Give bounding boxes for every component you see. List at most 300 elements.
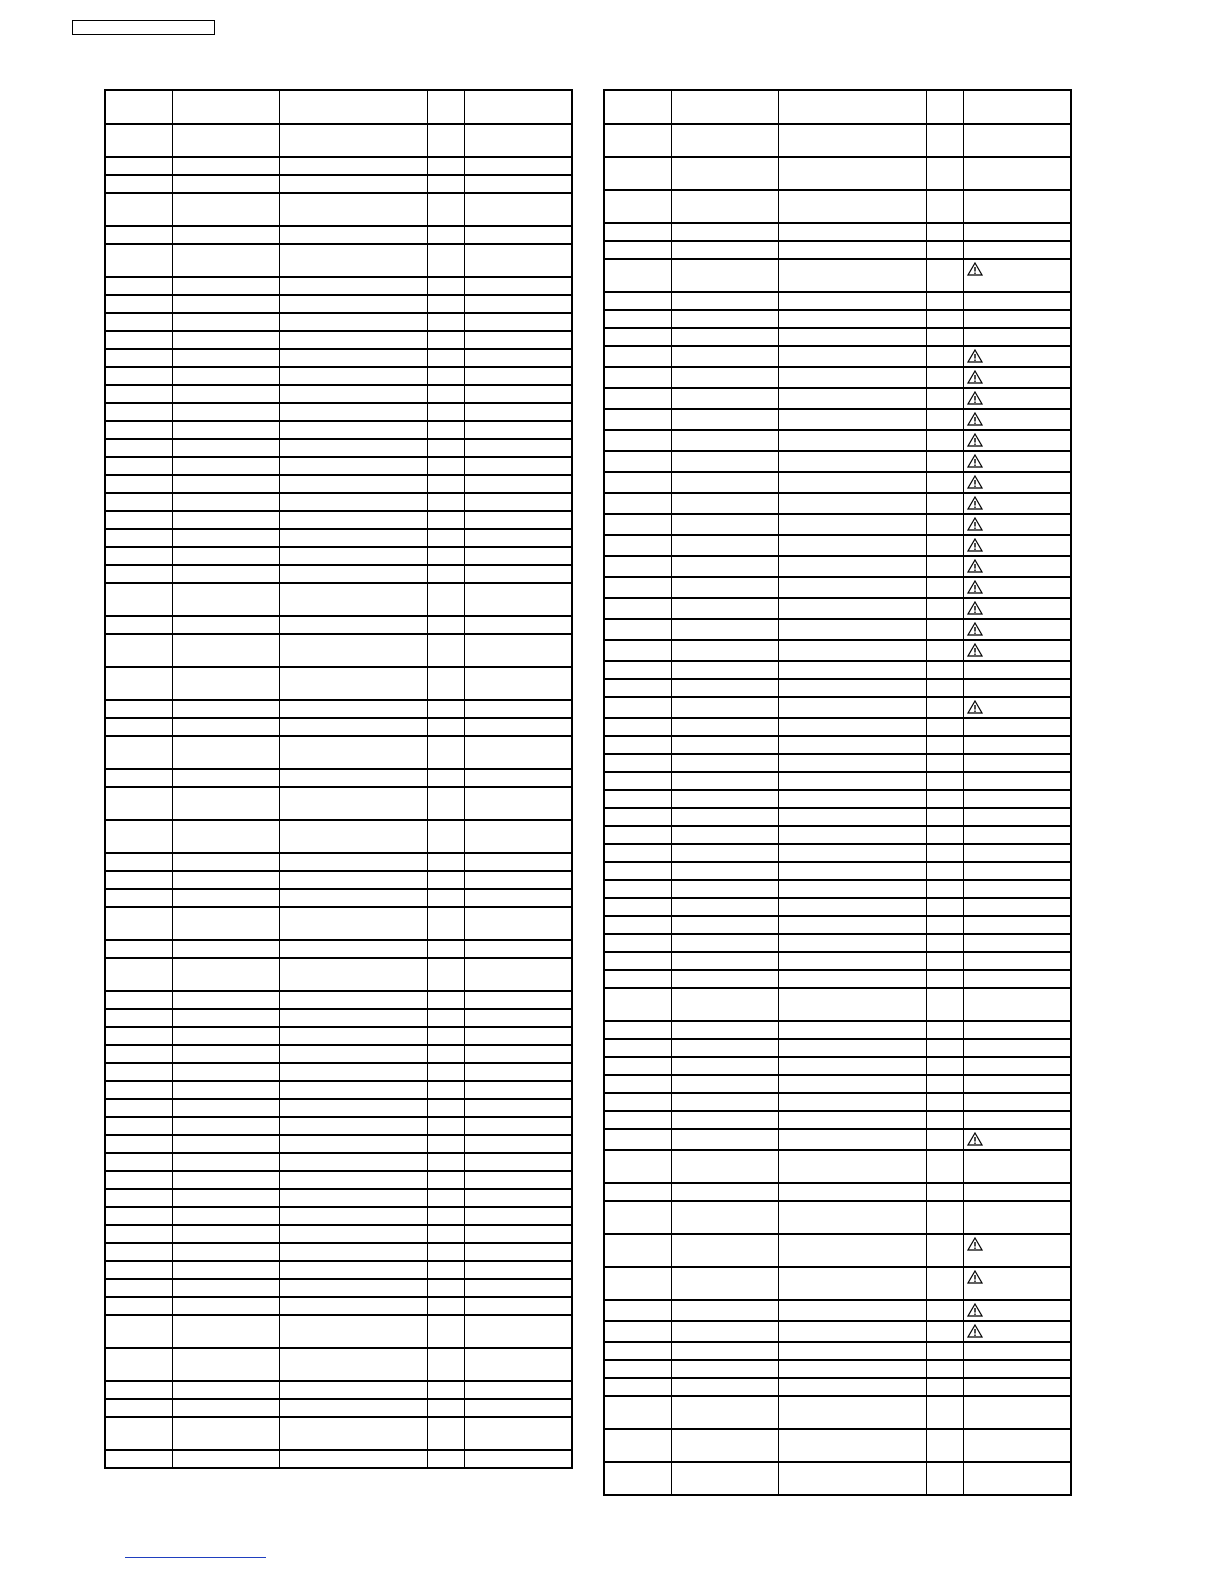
cell-ref [604,970,671,988]
cell-description [778,346,926,367]
cell-description [778,952,926,970]
cell-part-no [671,826,778,844]
table-row [105,1417,572,1450]
cell-description [279,349,427,367]
cell-ref [604,1075,671,1093]
cell-qty [926,241,963,259]
cell-description [778,916,926,934]
cell-description [279,889,427,907]
warning-triangle-icon [967,262,983,276]
cell-part-no [671,157,778,190]
warning-triangle-icon [967,1237,983,1251]
cell-remarks [963,1021,1071,1039]
cell-qty [926,367,963,388]
cell-qty [926,124,963,157]
cell-description [279,493,427,511]
cell-description [778,1342,926,1360]
cell-remarks [963,640,1071,661]
cell-qty [926,577,963,598]
cell-qty [926,430,963,451]
cell-part-no [671,880,778,898]
table-row [105,991,572,1009]
cell-qty [427,1045,464,1063]
cell-description [279,313,427,331]
table-row [604,661,1071,679]
table-row [604,640,1071,661]
cell-part-no [671,1039,778,1057]
cell-part-no [172,349,279,367]
table-row [604,556,1071,577]
cell-description [778,1150,926,1183]
cell-qty [926,514,963,535]
cell-qty [427,1315,464,1348]
cell-qty [926,388,963,409]
cell-part-no [172,1381,279,1399]
cell-qty [427,529,464,547]
cell-description [778,1321,926,1342]
table-header-row [604,90,1071,124]
cell-ref [604,328,671,346]
table-row [105,193,572,226]
cell-part-no [671,328,778,346]
table-row [604,988,1071,1021]
cell-part-no [172,1279,279,1297]
cell-part-no [172,1243,279,1261]
cell-description [778,1093,926,1111]
cell-qty [427,1417,464,1450]
table-row [604,934,1071,952]
cell-remarks [464,349,572,367]
warning-triangle-icon [967,559,983,573]
table-row [604,952,1071,970]
column-header-description [778,90,926,124]
cell-ref [105,385,172,403]
table-row [604,1039,1071,1057]
cell-ref [604,472,671,493]
cell-part-no [172,439,279,457]
table-row [604,598,1071,619]
table-row [604,514,1071,535]
cell-part-no [172,667,279,700]
cell-ref [105,295,172,313]
table-row [604,124,1071,157]
cell-qty [926,880,963,898]
table-row [105,124,572,157]
table-row [105,1399,572,1417]
document-header-box [72,20,215,35]
cell-ref [105,667,172,700]
cell-qty [926,988,963,1021]
table-row [105,1153,572,1171]
cell-part-no [671,1321,778,1342]
table-row [604,472,1071,493]
cell-qty [427,547,464,565]
cell-remarks [963,661,1071,679]
cell-part-no [172,736,279,769]
table-row [105,367,572,385]
cell-ref [604,577,671,598]
cell-ref [105,277,172,295]
table-row [604,1360,1071,1378]
cell-part-no [671,697,778,718]
cell-remarks [464,547,572,565]
table-row [105,1243,572,1261]
cell-qty [427,991,464,1009]
cell-description [778,970,926,988]
cell-ref [105,700,172,718]
cell-remarks [963,157,1071,190]
cell-ref [604,1057,671,1075]
table-row [105,547,572,565]
cell-part-no [172,1045,279,1063]
table-row [105,529,572,547]
cell-remarks [464,295,572,313]
cell-remarks [464,313,572,331]
cell-description [778,451,926,472]
cell-ref [105,475,172,493]
cell-description [778,661,926,679]
table-row [604,493,1071,514]
table-row [105,295,572,313]
cell-description [279,1135,427,1153]
cell-part-no [172,1063,279,1081]
cell-remarks [963,736,1071,754]
cell-part-no [172,421,279,439]
cell-qty [926,640,963,661]
cell-ref [105,769,172,787]
cell-ref [604,844,671,862]
cell-description [778,1462,926,1495]
cell-description [778,124,926,157]
cell-qty [427,403,464,421]
cell-description [778,754,926,772]
cell-ref [604,754,671,772]
cell-ref [105,403,172,421]
table-row [105,457,572,475]
cell-part-no [671,598,778,619]
table-row [105,718,572,736]
cell-ref [105,1135,172,1153]
cell-qty [427,736,464,769]
cell-qty [427,457,464,475]
cell-ref [604,772,671,790]
cell-remarks [963,190,1071,223]
cell-ref [604,190,671,223]
parts-list-table-left [104,89,573,1469]
cell-description [778,1360,926,1378]
cell-remarks [464,1348,572,1381]
table-row [604,409,1071,430]
cell-remarks [963,952,1071,970]
cell-part-no [172,1417,279,1450]
cell-part-no [172,1297,279,1315]
cell-qty [926,598,963,619]
cell-remarks [464,1099,572,1117]
cell-ref [604,697,671,718]
warning-triangle-icon [967,391,983,405]
warning-triangle-icon [967,412,983,426]
cell-description [279,511,427,529]
cell-part-no [671,430,778,451]
cell-part-no [172,1315,279,1348]
cell-qty [926,556,963,577]
cell-description [279,769,427,787]
table-row [105,1189,572,1207]
cell-ref [604,1183,671,1201]
cell-qty [926,952,963,970]
cell-remarks [464,958,572,991]
cell-remarks [464,940,572,958]
cell-part-no [671,1150,778,1183]
cell-qty [926,1321,963,1342]
cell-ref [105,1261,172,1279]
table-row [105,1099,572,1117]
cell-ref [105,1063,172,1081]
cell-part-no [671,862,778,880]
cell-qty [926,808,963,826]
cell-qty [926,862,963,880]
cell-description [279,1153,427,1171]
table-row [105,1027,572,1045]
cell-ref [105,634,172,667]
cell-part-no [671,292,778,310]
cell-part-no [671,472,778,493]
cell-ref [604,619,671,640]
cell-ref [105,1117,172,1135]
cell-ref [604,1360,671,1378]
cell-description [279,616,427,634]
cell-remarks [464,331,572,349]
parts-list-table-right [603,89,1072,1496]
cell-part-no [172,244,279,277]
cell-description [279,1261,427,1279]
table-row [105,616,572,634]
cell-description [279,718,427,736]
cell-part-no [172,226,279,244]
cell-part-no [671,790,778,808]
cell-ref [604,1429,671,1462]
cell-remarks [464,511,572,529]
cell-remarks [464,1189,572,1207]
footer-link-underline [125,1557,266,1558]
cell-qty [926,328,963,346]
cell-part-no [172,1009,279,1027]
cell-remarks [464,1381,572,1399]
cell-remarks [464,1027,572,1045]
cell-remarks [464,871,572,889]
cell-ref [604,241,671,259]
cell-description [778,514,926,535]
cell-remarks [464,475,572,493]
cell-qty [427,700,464,718]
cell-ref [604,1342,671,1360]
cell-part-no [671,619,778,640]
cell-description [279,226,427,244]
cell-description [778,310,926,328]
cell-remarks [963,772,1071,790]
table-row [105,349,572,367]
cell-qty [427,349,464,367]
cell-part-no [671,535,778,556]
cell-part-no [671,409,778,430]
cell-description [279,529,427,547]
cell-description [279,157,427,175]
table-row [604,259,1071,292]
table-row [105,1207,572,1225]
cell-description [279,277,427,295]
cell-part-no [172,1348,279,1381]
cell-part-no [172,940,279,958]
cell-qty [427,367,464,385]
cell-description [279,421,427,439]
cell-description [778,472,926,493]
cell-part-no [671,1378,778,1396]
cell-remarks [464,1261,572,1279]
cell-qty [926,472,963,493]
cell-remarks [963,1075,1071,1093]
cell-remarks [464,385,572,403]
cell-part-no [172,1135,279,1153]
cell-remarks [464,457,572,475]
cell-ref [105,718,172,736]
cell-part-no [671,223,778,241]
cell-qty [926,1360,963,1378]
cell-part-no [172,1171,279,1189]
cell-ref [105,1450,172,1468]
cell-description [279,457,427,475]
cell-description [279,1225,427,1243]
cell-description [279,1417,427,1450]
cell-remarks [464,439,572,457]
cell-ref [105,1315,172,1348]
cell-description [279,1171,427,1189]
cell-ref [105,1279,172,1297]
cell-qty [427,1009,464,1027]
cell-part-no [671,367,778,388]
cell-part-no [671,310,778,328]
cell-qty [427,295,464,313]
cell-description [279,1207,427,1225]
cell-qty [926,1183,963,1201]
cell-remarks [963,241,1071,259]
cell-qty [926,970,963,988]
cell-description [778,736,926,754]
cell-qty [926,535,963,556]
cell-part-no [671,190,778,223]
cell-qty [427,1117,464,1135]
cell-ref [604,1093,671,1111]
cell-remarks [963,472,1071,493]
cell-ref [604,826,671,844]
cell-description [279,439,427,457]
table-row [105,769,572,787]
cell-remarks [963,598,1071,619]
cell-description [778,1057,926,1075]
table-row [604,1093,1071,1111]
cell-part-no [671,1267,778,1300]
cell-ref [105,1417,172,1450]
cell-ref [604,916,671,934]
cell-description [778,1378,926,1396]
cell-description [778,1201,926,1234]
cell-qty [926,1378,963,1396]
cell-description [778,292,926,310]
cell-remarks [963,880,1071,898]
cell-qty [427,616,464,634]
cell-ref [105,193,172,226]
cell-part-no [172,1207,279,1225]
cell-remarks [963,1267,1071,1300]
cell-qty [926,718,963,736]
cell-part-no [671,451,778,472]
cell-part-no [172,295,279,313]
table-row [604,577,1071,598]
cell-part-no [172,907,279,940]
cell-ref [604,430,671,451]
cell-part-no [172,493,279,511]
cell-remarks [464,244,572,277]
cell-ref [604,1462,671,1495]
cell-qty [427,820,464,853]
cell-ref [105,367,172,385]
cell-qty [427,439,464,457]
cell-ref [105,1399,172,1417]
cell-remarks [963,223,1071,241]
cell-ref [105,1348,172,1381]
cell-remarks [963,1039,1071,1057]
cell-ref [604,1234,671,1267]
cell-qty [926,679,963,697]
cell-ref [604,952,671,970]
cell-description [778,430,926,451]
cell-ref [105,1171,172,1189]
cell-part-no [671,1093,778,1111]
cell-remarks [464,193,572,226]
cell-qty [926,1057,963,1075]
cell-qty [427,1207,464,1225]
cell-ref [604,223,671,241]
cell-ref [105,1243,172,1261]
cell-qty [926,1111,963,1129]
cell-remarks [963,514,1071,535]
cell-description [778,223,926,241]
cell-remarks [963,1234,1071,1267]
cell-description [279,1099,427,1117]
cell-ref [105,871,172,889]
cell-ref [105,421,172,439]
cell-description [778,679,926,697]
cell-part-no [172,157,279,175]
cell-remarks [963,259,1071,292]
cell-qty [427,907,464,940]
table-row [604,1057,1071,1075]
cell-ref [105,907,172,940]
cell-part-no [172,1027,279,1045]
cell-ref [604,157,671,190]
cell-remarks [963,577,1071,598]
table-row [604,1111,1071,1129]
cell-remarks [464,889,572,907]
cell-remarks [464,277,572,295]
cell-part-no [172,313,279,331]
table-row [105,421,572,439]
cell-description [279,1117,427,1135]
cell-description [279,124,427,157]
cell-qty [926,754,963,772]
cell-ref [105,547,172,565]
column-header-part-no [172,90,279,124]
cell-remarks [963,1129,1071,1150]
